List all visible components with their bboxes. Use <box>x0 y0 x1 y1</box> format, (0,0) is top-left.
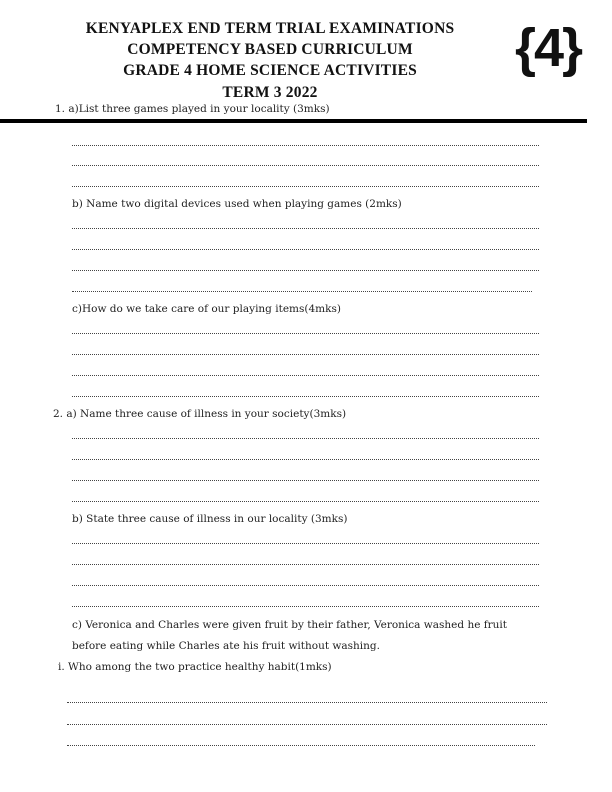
question-2b: b) State three cause of illness in our locality (3mks) <box>72 513 348 525</box>
answer-line[interactable] <box>72 186 539 187</box>
curriculum-title: COMPETENCY BASED CURRICULUM <box>127 41 413 58</box>
answer-line[interactable] <box>72 480 539 481</box>
answer-line[interactable] <box>72 249 539 250</box>
question-2c-line2: before eating while Charles ate his fruit without washing. <box>72 640 380 652</box>
answer-line[interactable] <box>72 333 539 334</box>
answer-line[interactable] <box>72 606 539 607</box>
term-title: TERM 3 2022 <box>222 84 318 101</box>
answer-line[interactable] <box>72 501 539 502</box>
answer-line[interactable] <box>72 270 539 271</box>
answer-line[interactable] <box>72 375 539 376</box>
answer-line[interactable] <box>72 585 539 586</box>
answer-line[interactable] <box>72 459 539 460</box>
answer-line[interactable] <box>72 564 539 565</box>
answer-line[interactable] <box>72 354 539 355</box>
question-2c-line1: c) Veronica and Charles were given fruit by their father, Veronica washed he fruit <box>72 619 508 631</box>
answer-line[interactable] <box>72 291 532 292</box>
answer-line[interactable] <box>67 745 535 746</box>
exam-title: KENYAPLEX END TERM TRIAL EXAMINATIONS <box>85 20 455 37</box>
subject-title: GRADE 4 HOME SCIENCE ACTIVITIES <box>123 62 417 79</box>
answer-line[interactable] <box>72 228 539 229</box>
question-1c: c)How do we take care of our playing items(4mks) <box>72 303 341 315</box>
answer-line[interactable] <box>72 145 539 146</box>
answer-line[interactable] <box>72 543 539 544</box>
answer-line[interactable] <box>67 702 547 703</box>
answer-line[interactable] <box>72 438 539 439</box>
answer-line[interactable] <box>72 396 539 397</box>
answer-line[interactable] <box>72 165 539 166</box>
question-1b: b) Name two digital devices used when playing games (2mks) <box>72 198 402 210</box>
grade-badge: {4} <box>515 18 582 78</box>
question-1a: 1. a)List three games played in your locality (3mks) <box>55 103 330 115</box>
question-2c-i: i. Who among the two practice healthy habit(1mks) <box>58 661 332 673</box>
question-2a: 2. a) Name three cause of illness in your society(3mks) <box>53 408 347 420</box>
header-divider <box>0 119 587 123</box>
answer-line[interactable] <box>67 724 547 725</box>
